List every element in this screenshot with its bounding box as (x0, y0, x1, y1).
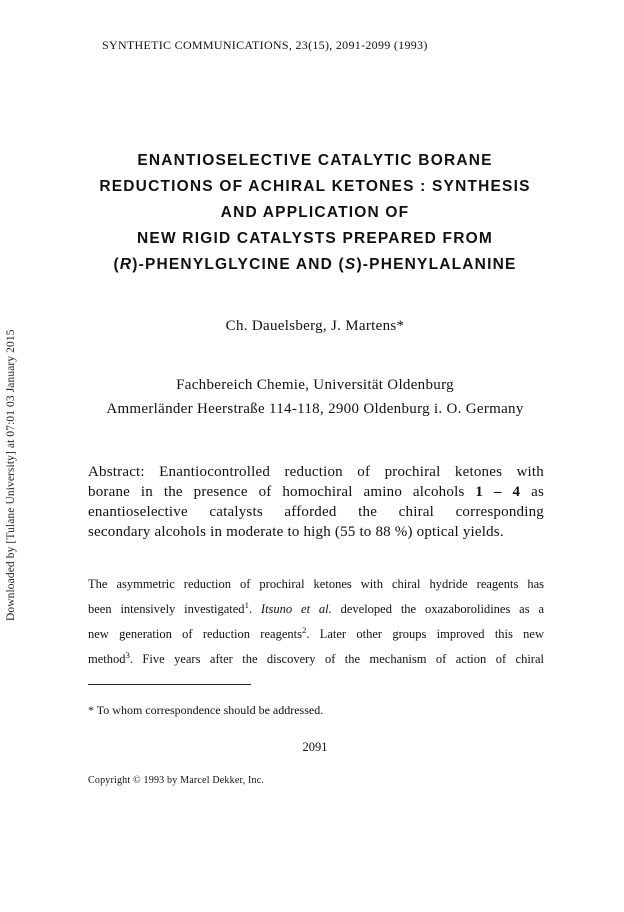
title-r-prefix: ( (113, 256, 120, 273)
affiliation-line-1: Fachbereich Chemie, Universität Oldenburg (176, 377, 454, 393)
title-s-rest: )-PHENYLALANINE (356, 256, 517, 273)
body-line-4-pre: method (88, 652, 126, 666)
compound-numbers: 1 – 4 (475, 484, 521, 500)
body-line-2 (88, 597, 544, 622)
affiliation-line-2: Ammerländer Heerstraße 114-118, 2900 Oldenburg i. O. Germany (106, 401, 524, 417)
body-line-3-post: . Later other groups improved this new (306, 627, 544, 641)
body-line-2-pre: been intensively investigated (88, 602, 245, 616)
abstract (88, 462, 544, 542)
download-watermark: Downloaded by [Tulane University] at 07:01 03 January 2015 (5, 329, 17, 621)
reference-2: 2 (301, 624, 307, 635)
journal-header: SYNTHETIC COMMUNICATIONS, 23(15), 2091-2099 (1993) (102, 38, 428, 52)
title-line-2: REDUCTIONS OF ACHIRAL KETONES : SYNTHESIS (99, 178, 531, 195)
page-number: 2091 (302, 740, 328, 754)
authors: Ch. Dauelsberg, J. Martens* (225, 318, 405, 334)
title-line-4: NEW RIGID CATALYSTS PREPARED FROM (137, 230, 493, 247)
body-line-3 (88, 622, 544, 647)
title-line-5 (80, 252, 550, 278)
abstract-line-3: enantioselective catalysts afforded the chiral corresponding (88, 504, 544, 520)
title-r-rest: )-PHENYLGLYCINE AND ( (132, 256, 345, 273)
abstract-line-2 (88, 482, 544, 502)
reference-1: 1 (244, 599, 249, 610)
body-line-4-post: . Five years after the discovery of the mechanism of action of chiral (129, 652, 544, 666)
article-title (80, 148, 550, 278)
footnote-rule (88, 684, 251, 685)
footnote: * To whom correspondence should be addressed. (88, 703, 324, 717)
title-r-label: R (119, 256, 133, 273)
body-line-2-post: developed the oxazaborolidines as a (331, 602, 544, 616)
body-line-4 (88, 647, 544, 672)
abstract-line-2-post: as (520, 484, 544, 500)
abstract-line-1: Abstract: Enantiocontrolled reduction of prochiral ketones with (88, 464, 544, 480)
abstract-line-4: secondary alcohols in moderate to high (55 to 88 %) optical yields. (88, 524, 504, 540)
body-line-3-pre: new generation of reduction reagents (88, 627, 302, 641)
abstract-line-2-pre: borane in the presence of homochiral amino alcohols (88, 484, 476, 500)
body-line-2-mid: . (248, 602, 261, 616)
body-paragraph (88, 572, 544, 672)
title-line-3: AND APPLICATION OF (220, 204, 410, 221)
copyright-notice: Copyright © 1993 by Marcel Dekker, Inc. (88, 775, 265, 786)
title-s-label: S (344, 256, 357, 273)
cited-authors: Itsuno et al. (260, 602, 332, 616)
reference-3: 3 (125, 649, 130, 660)
body-line-1: The asymmetric reduction of prochiral ketones with chiral hydride reagents has (88, 577, 544, 591)
title-line-1: ENANTIOSELECTIVE CATALYTIC BORANE (137, 152, 493, 169)
